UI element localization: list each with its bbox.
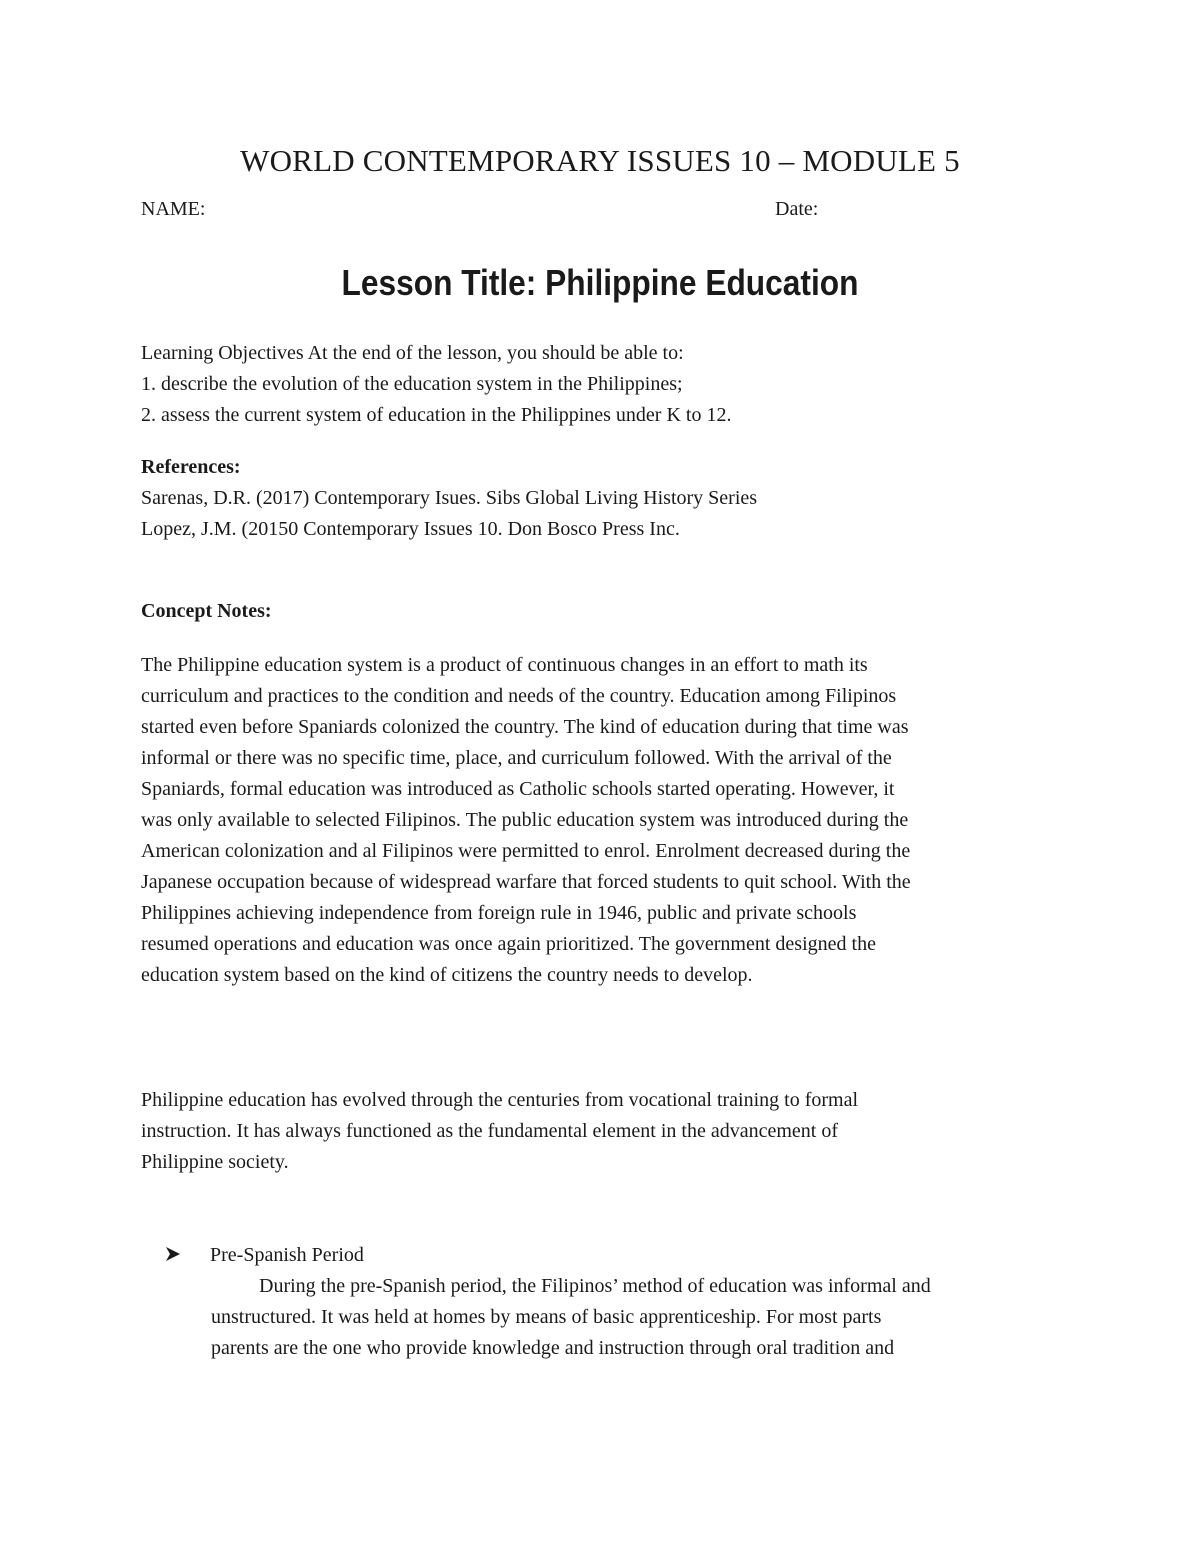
date-label: Date:	[775, 198, 819, 220]
evolution-paragraph	[141, 1085, 1061, 1178]
learning-objectives	[141, 338, 1061, 431]
module-title: WORLD CONTEMPORARY ISSUES 10 – MODULE 5	[240, 143, 960, 178]
lesson-title: Lesson Title: Philippine Education	[341, 262, 859, 303]
paragraph-line: was only available to selected Filipinos. The public education system was introduced during the	[141, 809, 909, 831]
paragraph-line: parents are the one who provide knowledge and instruction through oral tradition and	[211, 1337, 895, 1359]
paragraph-line: Philippines achieving independence from foreign rule in 1946, public and private schools	[141, 902, 857, 924]
objectives-intro: Learning Objectives At the end of the lesson, you should be able to:	[141, 342, 684, 364]
period-title: Pre-Spanish Period	[210, 1244, 364, 1266]
references-section	[141, 452, 1061, 545]
paragraph-line: informal or there was no specific time, place, and curriculum followed. With the arrival of the	[141, 747, 892, 769]
objective-item: 2. assess the current system of education in the Philippines under K to 12.	[141, 404, 732, 426]
paragraph-line: started even before Spaniards colonized the country. The kind of education during that time was	[141, 716, 909, 738]
paragraph-line: Spaniards, formal education was introduced as Catholic schools started operating. However, it	[141, 778, 895, 800]
concept-notes-paragraph	[141, 650, 1061, 991]
paragraph-line: Philippine society.	[141, 1151, 289, 1173]
paragraph-line: Japanese occupation because of widespread warfare that forced students to quit school. With the	[141, 871, 911, 893]
reference-item: Lopez, J.M. (20150 Contemporary Issues 10. Don Bosco Press Inc.	[141, 518, 680, 540]
paragraph-line: curriculum and practices to the condition and needs of the country. Education among Filipinos	[141, 685, 897, 707]
paragraph-line: During the pre-Spanish period, the Filipinos’ method of education was informal and	[259, 1275, 931, 1297]
paragraph-line: The Philippine education system is a product of continuous changes in an effort to math its	[141, 654, 868, 676]
period-paragraph-pre-spanish	[211, 1271, 1061, 1364]
objective-item: 1. describe the evolution of the education system in the Philippines;	[141, 373, 683, 395]
paragraph-line: unstructured. It was held at homes by means of basic apprenticeship. For most parts	[211, 1306, 882, 1328]
paragraph-line: American colonization and al Filipinos were permitted to enrol. Enrolment decreased during the	[141, 840, 911, 862]
reference-item: Sarenas, D.R. (2017) Contemporary Isues. Sibs Global Living History Series	[141, 487, 758, 509]
paragraph-line: Philippine education has evolved through the centuries from vocational training to formal	[141, 1089, 859, 1111]
period-bullet-pre-spanish	[164, 1240, 364, 1271]
references-heading: References:	[141, 456, 241, 478]
paragraph-line: education system based on the kind of citizens the country needs to develop.	[141, 964, 753, 986]
concept-notes-heading: Concept Notes:	[141, 600, 272, 622]
paragraph-line: instruction. It has always functioned as the fundamental element in the advancement of	[141, 1120, 838, 1142]
name-label: NAME:	[141, 198, 206, 220]
paragraph-line: resumed operations and education was once again prioritized. The government designed the	[141, 933, 876, 955]
arrowhead-bullet-icon	[164, 1240, 194, 1271]
